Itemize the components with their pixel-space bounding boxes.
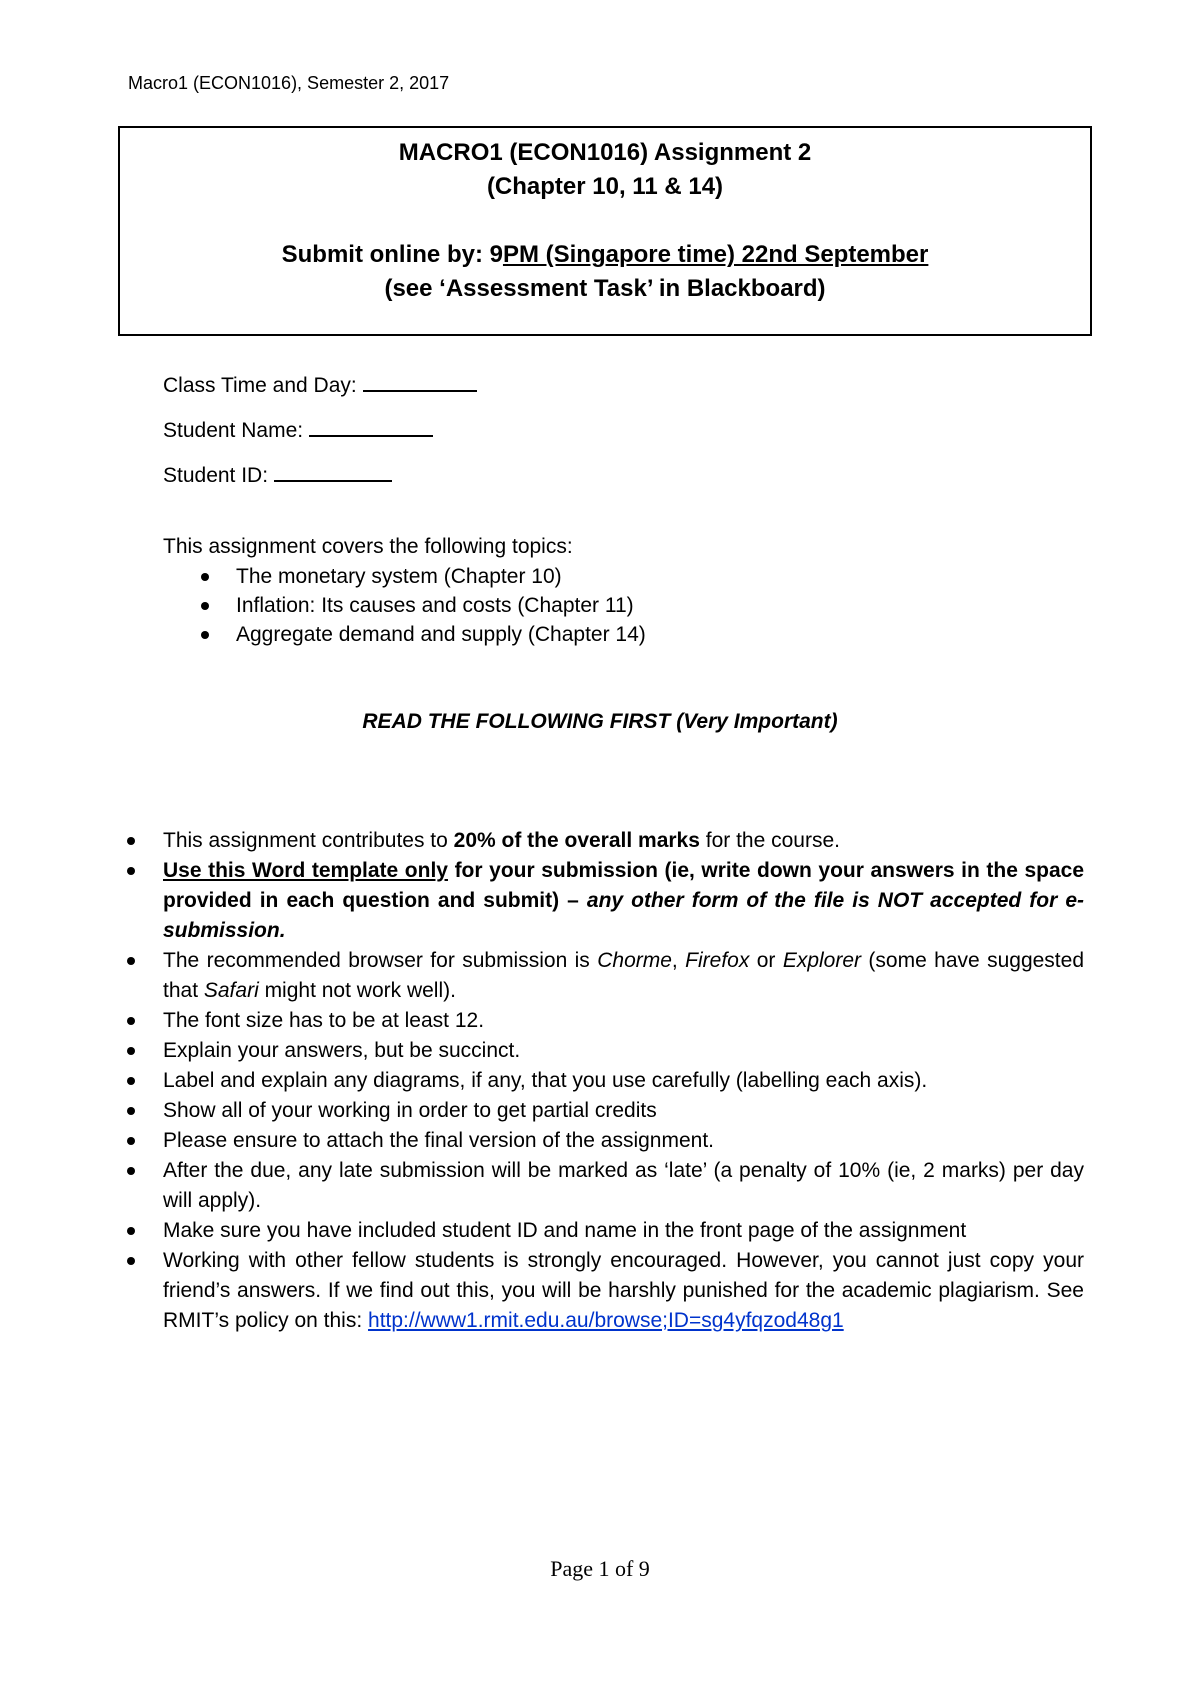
- student-form: [163, 370, 477, 505]
- student-id-field: [163, 460, 477, 505]
- list-item: Please ensure to attach the final version of the assignment.: [124, 1126, 1084, 1156]
- topics-intro: This assignment covers the following topics:: [163, 535, 573, 558]
- class-time-blank[interactable]: [363, 370, 477, 392]
- list-item: This assignment contributes to 20% of the overall marks for the course.: [124, 826, 1084, 856]
- title-box: [118, 126, 1092, 336]
- bullet-icon: [201, 573, 209, 581]
- bullet-icon: [201, 631, 209, 639]
- rmit-policy-link[interactable]: http://www1.rmit.edu.au/browse;ID=sg4yfqzod48g1: [368, 1309, 844, 1332]
- topics-section: [163, 532, 646, 649]
- list-item: Show all of your working in order to get partial credits: [124, 1096, 1084, 1126]
- bullet-icon: [127, 837, 135, 845]
- class-time-field: [163, 370, 477, 415]
- student-name-field: [163, 415, 477, 460]
- bullet-icon: [127, 1137, 135, 1145]
- bullet-icon: [201, 602, 209, 610]
- list-item: Use this Word template only for your submission (ie, write down your answers in the space provided in each question and submit) – any other form of the file is NOT accepted for e-submission.: [124, 856, 1084, 946]
- list-item: Explain your answers, but be succinct.: [124, 1036, 1084, 1066]
- student-name-label: Student Name:: [163, 419, 309, 442]
- list-item: The recommended browser for submission is Chorme, Firefox or Explorer (some have suggested that Safari might not work well).: [124, 946, 1084, 1006]
- student-id-label: Student ID:: [163, 464, 274, 487]
- bullet-icon: [127, 1257, 135, 1265]
- rules-section: [124, 826, 1084, 1336]
- bullet-icon: [127, 1047, 135, 1055]
- rules-list: [124, 826, 1084, 1336]
- deadline-time: PM (Singapore time) 22nd September: [502, 241, 929, 268]
- list-item: Make sure you have included student ID and name in the front page of the assignment: [124, 1216, 1084, 1246]
- blackboard-note: (see ‘Assessment Task’ in Blackboard): [384, 275, 826, 302]
- list-item: Label and explain any diagrams, if any, that you use carefully (labelling each axis).: [124, 1066, 1084, 1096]
- student-name-blank[interactable]: [309, 415, 433, 437]
- class-time-label: Class Time and Day:: [163, 374, 363, 397]
- chapters-subtitle: (Chapter 10, 11 & 14): [486, 173, 724, 200]
- bullet-icon: [127, 867, 135, 875]
- assignment-title: MACRO1 (ECON1016) Assignment 2: [398, 139, 812, 166]
- student-id-blank[interactable]: [274, 460, 392, 482]
- list-item: The monetary system (Chapter 10): [163, 562, 646, 591]
- bullet-icon: [127, 1107, 135, 1115]
- submission-deadline: [120, 238, 1090, 272]
- list-item: Inflation: Its causes and costs (Chapter 11): [163, 591, 646, 620]
- list-item: The font size has to be at least 12.: [124, 1006, 1084, 1036]
- bullet-icon: [127, 1227, 135, 1235]
- list-item: After the due, any late submission will be marked as ‘late’ (a penalty of 10% (ie, 2 marks) per day will apply).: [124, 1156, 1084, 1216]
- list-item: Working with other fellow students is strongly encouraged. However, you cannot just copy your friend’s answers. If we find out this, you will be harshly punished for the academic plagiarism. See RMIT’s policy on this: http://www1.rmit.edu.au/browse;ID=sg4yfqzod48g1: [124, 1246, 1084, 1336]
- bullet-icon: [127, 1017, 135, 1025]
- list-item: Aggregate demand and supply (Chapter 14): [163, 620, 646, 649]
- running-header: Macro1 (ECON1016), Semester 2, 2017: [128, 73, 450, 93]
- topics-list: [163, 562, 646, 649]
- page-number: Page 1 of 9: [550, 1556, 650, 1581]
- deadline-prefix: Submit online by: 9: [281, 241, 503, 268]
- read-first-heading: READ THE FOLLOWING FIRST (Very Important): [362, 710, 838, 733]
- bullet-icon: [127, 957, 135, 965]
- bullet-icon: [127, 1167, 135, 1175]
- bullet-icon: [127, 1077, 135, 1085]
